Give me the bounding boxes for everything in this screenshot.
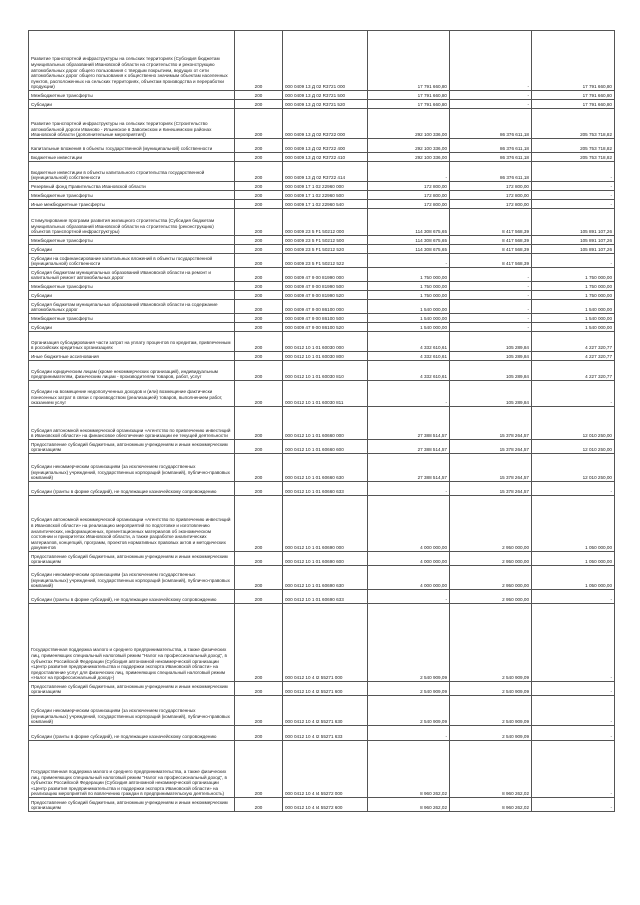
row-executed-amount-cell: 8 417 568,39: [450, 245, 532, 254]
row-code-cell: 200: [235, 31, 283, 91]
row-unexecuted-amount-cell: 205 753 718,82: [532, 153, 615, 162]
row-executed-amount-cell: 8 417 568,39: [450, 209, 532, 236]
row-unexecuted-amount-cell: 1 050 000,00: [532, 496, 615, 552]
row-code-cell: 200: [235, 100, 283, 109]
row-approved-amount-cell: 4 332 610,61: [368, 332, 450, 352]
row-budget-classification-cell: 000 0412 10 1 01 60660 600: [283, 440, 368, 454]
row-name-cell: Предоставление субсидий бюджетным, автономным учреждениям и иным некоммерческим организациям: [29, 798, 235, 812]
table-row: [29, 332, 615, 352]
row-budget-classification-cell: 000 0409 47 9 00 86100 520: [283, 323, 368, 332]
row-approved-amount-cell: 114 308 675,65: [368, 245, 450, 254]
table-row: [29, 182, 615, 191]
row-approved-amount-cell: 292 100 336,00: [368, 153, 450, 162]
row-name-cell: Субсидии: [29, 245, 235, 254]
row-executed-amount-cell: -: [450, 91, 532, 100]
row-approved-amount-cell: 1 540 000,00: [368, 323, 450, 332]
row-approved-amount-cell: 4 000 000,00: [368, 496, 450, 552]
row-budget-classification-cell: 000 0409 47 9 00 81990 000: [283, 268, 368, 282]
row-unexecuted-amount-cell: -: [532, 604, 615, 682]
row-unexecuted-amount-cell: -: [532, 254, 615, 268]
row-budget-classification-cell: 000 0409 47 9 00 86100 500: [283, 314, 368, 323]
row-budget-classification-cell: 000 0409 47 9 00 81990 520: [283, 291, 368, 300]
row-unexecuted-amount-cell: 105 891 107,26: [532, 245, 615, 254]
row-approved-amount-cell: 8 960 262,02: [368, 798, 450, 812]
row-code-cell: 200: [235, 245, 283, 254]
row-executed-amount-cell: -: [450, 282, 532, 291]
row-unexecuted-amount-cell: 4 227 320,77: [532, 361, 615, 381]
row-code-cell: 200: [235, 361, 283, 381]
row-approved-amount-cell: 4 332 610,61: [368, 352, 450, 361]
row-unexecuted-amount-cell: 1 540 000,00: [532, 300, 615, 314]
row-executed-amount-cell: 105 289,84: [450, 332, 532, 352]
row-unexecuted-amount-cell: 205 753 718,82: [532, 109, 615, 139]
table-body: [29, 31, 615, 812]
row-unexecuted-amount-cell: -: [532, 191, 615, 200]
row-approved-amount-cell: 1 540 000,00: [368, 314, 450, 323]
row-executed-amount-cell: 172 800,00: [450, 182, 532, 191]
row-approved-amount-cell: 2 540 909,09: [368, 604, 450, 682]
row-name-cell: Субсидии: [29, 100, 235, 109]
row-code-cell: 200: [235, 139, 283, 153]
row-budget-classification-cell: 000 0412 10 1 01 60690 630: [283, 566, 368, 590]
row-approved-amount-cell: -: [368, 482, 450, 496]
row-executed-amount-cell: 86 376 611,18: [450, 139, 532, 153]
row-code-cell: 200: [235, 352, 283, 361]
row-budget-classification-cell: 000 0409 17 1 02 22960 540: [283, 200, 368, 209]
row-executed-amount-cell: 8 417 568,39: [450, 254, 532, 268]
row-code-cell: 200: [235, 191, 283, 200]
row-budget-classification-cell: 000 0409 17 1 02 22960 500: [283, 191, 368, 200]
row-budget-classification-cell: 000 0412 10 1 01 60030 000: [283, 332, 368, 352]
row-unexecuted-amount-cell: -: [532, 482, 615, 496]
budget-execution-table: [28, 30, 615, 812]
row-unexecuted-amount-cell: 1 050 000,00: [532, 552, 615, 566]
row-approved-amount-cell: 4 332 610,61: [368, 361, 450, 381]
table-row: [29, 254, 615, 268]
row-name-cell: Предоставление субсидий бюджетным, автономным учреждениям и иным некоммерческим организациям: [29, 552, 235, 566]
table-row: [29, 200, 615, 209]
row-approved-amount-cell: 27 388 514,57: [368, 407, 450, 440]
row-approved-amount-cell: 114 308 675,65: [368, 209, 450, 236]
row-unexecuted-amount-cell: 17 791 660,80: [532, 91, 615, 100]
row-approved-amount-cell: 292 100 336,00: [368, 139, 450, 153]
row-approved-amount-cell: 2 540 909,09: [368, 696, 450, 726]
row-name-cell: Стимулирование программ развития жилищного строительства (Субсидия бюджетам муниципальных образований Ивановской области на строительство (реконструкцию) объектов транспортной инфраструктуры): [29, 209, 235, 236]
row-name-cell: Субсидии некоммерческим организациям (за исключением государственных (муниципальных) учреждений, государственных корпораций (компаний), публично-правовых компаний): [29, 566, 235, 590]
row-name-cell: Субсидии (гранты в форме субсидий), не подлежащие казначейскому сопровождению: [29, 726, 235, 741]
row-budget-classification-cell: 000 0412 10 1 01 60030 811: [283, 381, 368, 407]
row-name-cell: Организация субсидирования части затрат на уплату процентов по кредитам, привлеченным в российских кредитных организациях: [29, 332, 235, 352]
row-approved-amount-cell: 4 000 000,00: [368, 552, 450, 566]
row-code-cell: 200: [235, 741, 283, 798]
row-approved-amount-cell: 114 308 675,65: [368, 236, 450, 245]
row-unexecuted-amount-cell: 4 227 320,77: [532, 352, 615, 361]
row-code-cell: 200: [235, 314, 283, 323]
row-name-cell: Предоставление субсидий бюджетным, автономным учреждениям и иным некоммерческим организациям: [29, 440, 235, 454]
row-approved-amount-cell: 8 960 262,02: [368, 741, 450, 798]
row-approved-amount-cell: -: [368, 254, 450, 268]
row-code-cell: 200: [235, 236, 283, 245]
row-name-cell: Межбюджетные трансферты: [29, 282, 235, 291]
row-unexecuted-amount-cell: 1 050 000,00: [532, 566, 615, 590]
row-budget-classification-cell: 000 0409 17 1 02 22960 000: [283, 182, 368, 191]
row-code-cell: 200: [235, 696, 283, 726]
row-budget-classification-cell: 000 0409 13 Д 02 R3722 414: [283, 162, 368, 182]
table-row: [29, 291, 615, 300]
row-executed-amount-cell: 15 378 264,57: [450, 482, 532, 496]
row-executed-amount-cell: 8 960 262,02: [450, 741, 532, 798]
table-row: [29, 209, 615, 236]
table-row: [29, 496, 615, 552]
row-executed-amount-cell: 15 378 264,57: [450, 440, 532, 454]
row-approved-amount-cell: 1 540 000,00: [368, 300, 450, 314]
row-name-cell: Государственная поддержка малого и среднего предпринимательства, а также физических лиц, применяющих специальный налоговый режим "Налог на профессиональный доход", в субъектах Российской Федерации (Субсидия автономной некоммерческой организации «Центр развития предпринимательства и поддержки экспорта Ивановской области» на предоставление услуг для физических лиц, применяющих специальный налоговый режим «Налог на профессиональный доход»): [29, 604, 235, 682]
row-unexecuted-amount-cell: 12 010 250,00: [532, 407, 615, 440]
row-code-cell: 200: [235, 332, 283, 352]
row-executed-amount-cell: 86 376 611,18: [450, 162, 532, 182]
row-budget-classification-cell: 000 0409 47 9 00 86100 000: [283, 300, 368, 314]
row-executed-amount-cell: 86 376 611,18: [450, 109, 532, 139]
row-budget-classification-cell: 000 0412 10 1 01 60690 000: [283, 496, 368, 552]
row-code-cell: 200: [235, 182, 283, 191]
row-name-cell: Субсидия автономной некоммерческой организации «Агентство по привлечению инвестиций в Ивановской области» на реализацию мероприятий по подготовке и изготовлению аналитических, информационных, презентационных материалов об экономическом состоянии и приоритетах Ивановской области, а также разработке аналитических материалов, концепций, программ, проектов нормативных правовых актов и методических документов: [29, 496, 235, 552]
row-code-cell: 200: [235, 254, 283, 268]
row-code-cell: 200: [235, 682, 283, 696]
row-budget-classification-cell: 000 0412 10 1 01 60660 000: [283, 407, 368, 440]
row-unexecuted-amount-cell: 12 010 250,00: [532, 454, 615, 482]
row-code-cell: 200: [235, 200, 283, 209]
row-approved-amount-cell: 172 800,00: [368, 182, 450, 191]
row-executed-amount-cell: 2 540 909,09: [450, 696, 532, 726]
row-approved-amount-cell: -: [368, 726, 450, 741]
table-row: [29, 91, 615, 100]
row-budget-classification-cell: 000 0409 47 9 00 81990 500: [283, 282, 368, 291]
row-budget-classification-cell: 000 0412 10 1 01 60030 800: [283, 352, 368, 361]
row-executed-amount-cell: 172 800,00: [450, 200, 532, 209]
row-name-cell: Межбюджетные трансферты: [29, 236, 235, 245]
row-approved-amount-cell: -: [368, 590, 450, 604]
row-code-cell: 200: [235, 566, 283, 590]
row-executed-amount-cell: -: [450, 268, 532, 282]
row-executed-amount-cell: 86 376 611,18: [450, 153, 532, 162]
row-unexecuted-amount-cell: 105 891 107,26: [532, 209, 615, 236]
row-unexecuted-amount-cell: -: [532, 590, 615, 604]
row-name-cell: Капитальные вложения в объекты государственной (муниципальной) собственности: [29, 139, 235, 153]
table-row: [29, 31, 615, 91]
row-name-cell: Иные бюджетные ассигнования: [29, 352, 235, 361]
row-approved-amount-cell: 17 791 660,80: [368, 91, 450, 100]
row-budget-classification-cell: 000 0409 13 Д 02 R3721 520: [283, 100, 368, 109]
row-name-cell: Субсидия бюджетам муниципальных образований Ивановской области на содержание автомобильных дорог: [29, 300, 235, 314]
row-name-cell: Бюджетные инвестиции: [29, 153, 235, 162]
budget-sheet: [28, 30, 614, 812]
row-executed-amount-cell: 8 960 262,02: [450, 798, 532, 812]
row-executed-amount-cell: 105 289,84: [450, 381, 532, 407]
row-code-cell: 200: [235, 552, 283, 566]
row-name-cell: Субсидии (гранты в форме субсидий), не подлежащие казначейскому сопровождению: [29, 482, 235, 496]
row-executed-amount-cell: 8 417 568,39: [450, 236, 532, 245]
table-row: [29, 236, 615, 245]
row-code-cell: 200: [235, 798, 283, 812]
table-row: [29, 300, 615, 314]
row-code-cell: 200: [235, 496, 283, 552]
table-row: [29, 139, 615, 153]
row-executed-amount-cell: -: [450, 291, 532, 300]
table-row: [29, 191, 615, 200]
row-unexecuted-amount-cell: 1 540 000,00: [532, 323, 615, 332]
row-unexecuted-amount-cell: 205 753 718,82: [532, 139, 615, 153]
table-row: [29, 798, 615, 812]
table-row: [29, 361, 615, 381]
row-unexecuted-amount-cell: -: [532, 381, 615, 407]
row-approved-amount-cell: -: [368, 381, 450, 407]
row-budget-classification-cell: 000 0412 10 4 I2 55271 633: [283, 726, 368, 741]
row-name-cell: Межбюджетные трансферты: [29, 91, 235, 100]
row-budget-classification-cell: 000 0412 10 1 01 60690 633: [283, 590, 368, 604]
row-name-cell: Субсидии на возмещение недополученных доходов и (или) возмещение фактически понесенных затрат в связи с производством (реализацией) товаров, выполнением работ, оказанием услуг: [29, 381, 235, 407]
row-unexecuted-amount-cell: -: [532, 182, 615, 191]
row-code-cell: 200: [235, 454, 283, 482]
row-executed-amount-cell: 105 289,84: [450, 352, 532, 361]
row-executed-amount-cell: 2 950 000,00: [450, 496, 532, 552]
row-name-cell: Межбюджетные трансферты: [29, 191, 235, 200]
row-name-cell: Субсидии (гранты в форме субсидий), не подлежащие казначейскому сопровождению: [29, 590, 235, 604]
row-executed-amount-cell: 2 540 909,09: [450, 604, 532, 682]
row-approved-amount-cell: 172 800,00: [368, 191, 450, 200]
row-budget-classification-cell: 000 0412 10 4 I2 55271 000: [283, 604, 368, 682]
table-row: [29, 381, 615, 407]
row-code-cell: 200: [235, 282, 283, 291]
row-executed-amount-cell: 2 950 000,00: [450, 590, 532, 604]
row-unexecuted-amount-cell: 17 791 660,80: [532, 100, 615, 109]
table-row: [29, 100, 615, 109]
row-name-cell: Бюджетные инвестиции в объекты капитального строительства государственной (муниципальной) собственности: [29, 162, 235, 182]
table-row: [29, 590, 615, 604]
row-name-cell: Иные межбюджетные трансферты: [29, 200, 235, 209]
row-name-cell: Субсидии юридическим лицам (кроме некоммерческих организаций), индивидуальным предпринимателям, физическим лицам - производителям товаров, работ, услуг: [29, 361, 235, 381]
row-name-cell: Развитие транспортной инфраструктуры на сельских территориях (Субсидия бюджетам муниципальных образований Ивановской области на строительство и реконструкцию автомобильных дорог общего пользования с твердым покрытием, ведущих от сети автомобильных дорог общего пользования к общественно значимым объектам населенных пунктов, расположенных на сельских территориях, объектам производства и переработки продукции): [29, 31, 235, 91]
row-unexecuted-amount-cell: 1 750 000,00: [532, 282, 615, 291]
row-name-cell: Субсидии некоммерческим организациям (за исключением государственных (муниципальных) учреждений, государственных корпораций (компаний), публично-правовых компаний): [29, 696, 235, 726]
row-budget-classification-cell: 000 0412 10 1 01 60660 633: [283, 482, 368, 496]
row-budget-classification-cell: 000 0409 23 5 F1 50212 520: [283, 245, 368, 254]
row-approved-amount-cell: 27 388 514,57: [368, 440, 450, 454]
row-executed-amount-cell: 2 950 000,00: [450, 552, 532, 566]
table-row: [29, 109, 615, 139]
row-approved-amount-cell: 4 000 000,00: [368, 566, 450, 590]
table-row: [29, 552, 615, 566]
row-approved-amount-cell: 1 750 000,00: [368, 282, 450, 291]
row-executed-amount-cell: -: [450, 300, 532, 314]
row-unexecuted-amount-cell: 12 010 250,00: [532, 440, 615, 454]
row-budget-classification-cell: 000 0409 13 Д 02 R3722 000: [283, 109, 368, 139]
row-name-cell: Межбюджетные трансферты: [29, 314, 235, 323]
row-approved-amount-cell: 172 800,00: [368, 200, 450, 209]
row-unexecuted-amount-cell: 105 891 107,26: [532, 236, 615, 245]
table-row: [29, 696, 615, 726]
row-unexecuted-amount-cell: 4 227 320,77: [532, 332, 615, 352]
row-code-cell: 200: [235, 482, 283, 496]
table-row: [29, 314, 615, 323]
row-name-cell: Субсидия автономной некоммерческой организации «Агентство по привлечению инвестиций в Ивановской области» на финансовое обеспечение организации ее текущей деятельности: [29, 407, 235, 440]
table-row: [29, 482, 615, 496]
table-row: [29, 566, 615, 590]
row-executed-amount-cell: 15 378 264,57: [450, 407, 532, 440]
row-approved-amount-cell: -: [368, 162, 450, 182]
row-approved-amount-cell: 1 750 000,00: [368, 268, 450, 282]
row-name-cell: Субсидия бюджетам муниципальных образований Ивановской области на ремонт и капитальный ремонт автомобильных дорог: [29, 268, 235, 282]
row-unexecuted-amount-cell: -: [532, 696, 615, 726]
row-executed-amount-cell: -: [450, 323, 532, 332]
row-executed-amount-cell: 2 540 909,09: [450, 726, 532, 741]
row-budget-classification-cell: 000 0409 23 5 F1 50212 000: [283, 209, 368, 236]
table-row: [29, 604, 615, 682]
table-row: [29, 454, 615, 482]
row-name-cell: Субсидии некоммерческим организациям (за исключением государственных (муниципальных) учреждений, государственных корпораций (компаний), публично-правовых компаний): [29, 454, 235, 482]
row-unexecuted-amount-cell: -: [532, 200, 615, 209]
row-budget-classification-cell: 000 0412 10 4 I2 55271 630: [283, 696, 368, 726]
row-approved-amount-cell: 17 791 660,80: [368, 31, 450, 91]
row-executed-amount-cell: 105 289,84: [450, 361, 532, 381]
table-row: [29, 268, 615, 282]
row-unexecuted-amount-cell: -: [532, 726, 615, 741]
row-name-cell: Субсидии на софинансирование капитальных вложений в объекты государственной (муниципальной) собственности: [29, 254, 235, 268]
table-row: [29, 741, 615, 798]
row-code-cell: 200: [235, 162, 283, 182]
row-name-cell: Государственная поддержка малого и среднего предпринимательства, а также физических лиц, применяющих специальный налоговый режим "Налог на профессиональный доход", в субъектах Российской Федерации (Субсидия автономной некоммерческой организации «Центр развития предпринимательства и поддержки экспорта Ивановской области» на реализацию мероприятий по вовлечению граждан в предпринимательскую деятельность): [29, 741, 235, 798]
row-approved-amount-cell: 1 750 000,00: [368, 291, 450, 300]
row-code-cell: 200: [235, 268, 283, 282]
row-code-cell: 200: [235, 726, 283, 741]
row-budget-classification-cell: 000 0412 10 1 01 60660 630: [283, 454, 368, 482]
row-approved-amount-cell: 292 100 336,00: [368, 109, 450, 139]
row-code-cell: 200: [235, 440, 283, 454]
row-code-cell: 200: [235, 300, 283, 314]
row-code-cell: 200: [235, 153, 283, 162]
row-code-cell: 200: [235, 381, 283, 407]
row-unexecuted-amount-cell: 1 750 000,00: [532, 291, 615, 300]
row-budget-classification-cell: 000 0409 13 Д 02 R3722 410: [283, 153, 368, 162]
row-budget-classification-cell: 000 0409 13 Д 02 R3721 500: [283, 91, 368, 100]
row-budget-classification-cell: 000 0412 10 4 I4 55272 000: [283, 741, 368, 798]
row-budget-classification-cell: 000 0412 10 1 01 60030 810: [283, 361, 368, 381]
row-approved-amount-cell: 17 791 660,80: [368, 100, 450, 109]
table-row: [29, 682, 615, 696]
row-executed-amount-cell: 2 540 909,09: [450, 682, 532, 696]
table-row: [29, 282, 615, 291]
table-row: [29, 407, 615, 440]
row-unexecuted-amount-cell: -: [532, 798, 615, 812]
row-code-cell: 200: [235, 604, 283, 682]
row-unexecuted-amount-cell: 17 791 660,80: [532, 31, 615, 91]
row-budget-classification-cell: 000 0409 23 5 F1 50212 522: [283, 254, 368, 268]
row-budget-classification-cell: 000 0412 10 4 I4 55272 600: [283, 798, 368, 812]
row-budget-classification-cell: 000 0412 10 1 01 60690 600: [283, 552, 368, 566]
row-budget-classification-cell: 000 0409 13 Д 02 R3722 400: [283, 139, 368, 153]
table-row: [29, 440, 615, 454]
row-name-cell: Развитие транспортной инфраструктуры на сельских территориях (Строительство автомобильной дороги Иваново - Ильинское в Заволжском и Кинешемском районах Ивановской области (дополнительные мероприятия)): [29, 109, 235, 139]
row-name-cell: Субсидии: [29, 291, 235, 300]
row-name-cell: Предоставление субсидий бюджетным, автономным учреждениям и иным некоммерческим организациям: [29, 682, 235, 696]
row-unexecuted-amount-cell: 1 750 000,00: [532, 268, 615, 282]
row-executed-amount-cell: 15 378 264,57: [450, 454, 532, 482]
row-executed-amount-cell: -: [450, 31, 532, 91]
row-code-cell: 200: [235, 590, 283, 604]
table-row: [29, 726, 615, 741]
row-unexecuted-amount-cell: 1 540 000,00: [532, 314, 615, 323]
row-executed-amount-cell: 172 800,00: [450, 191, 532, 200]
row-executed-amount-cell: -: [450, 314, 532, 323]
table-row: [29, 153, 615, 162]
row-budget-classification-cell: 000 0412 10 4 I2 55271 600: [283, 682, 368, 696]
row-code-cell: 200: [235, 209, 283, 236]
row-code-cell: 200: [235, 323, 283, 332]
row-unexecuted-amount-cell: -: [532, 741, 615, 798]
row-code-cell: 200: [235, 291, 283, 300]
row-code-cell: 200: [235, 407, 283, 440]
table-row: [29, 352, 615, 361]
row-unexecuted-amount-cell: -: [532, 682, 615, 696]
row-name-cell: Резервный фонд Правительства Ивановской области: [29, 182, 235, 191]
row-approved-amount-cell: 27 388 514,57: [368, 454, 450, 482]
row-name-cell: Субсидии: [29, 323, 235, 332]
row-executed-amount-cell: 2 950 000,00: [450, 566, 532, 590]
row-approved-amount-cell: 2 540 909,09: [368, 682, 450, 696]
row-unexecuted-amount-cell: -: [532, 162, 615, 182]
row-budget-classification-cell: 000 0409 23 5 F1 50212 500: [283, 236, 368, 245]
row-executed-amount-cell: -: [450, 100, 532, 109]
table-row: [29, 323, 615, 332]
row-code-cell: 200: [235, 91, 283, 100]
table-row: [29, 245, 615, 254]
table-row: [29, 162, 615, 182]
row-code-cell: 200: [235, 109, 283, 139]
row-budget-classification-cell: 000 0409 13 Д 02 R3721 000: [283, 31, 368, 91]
